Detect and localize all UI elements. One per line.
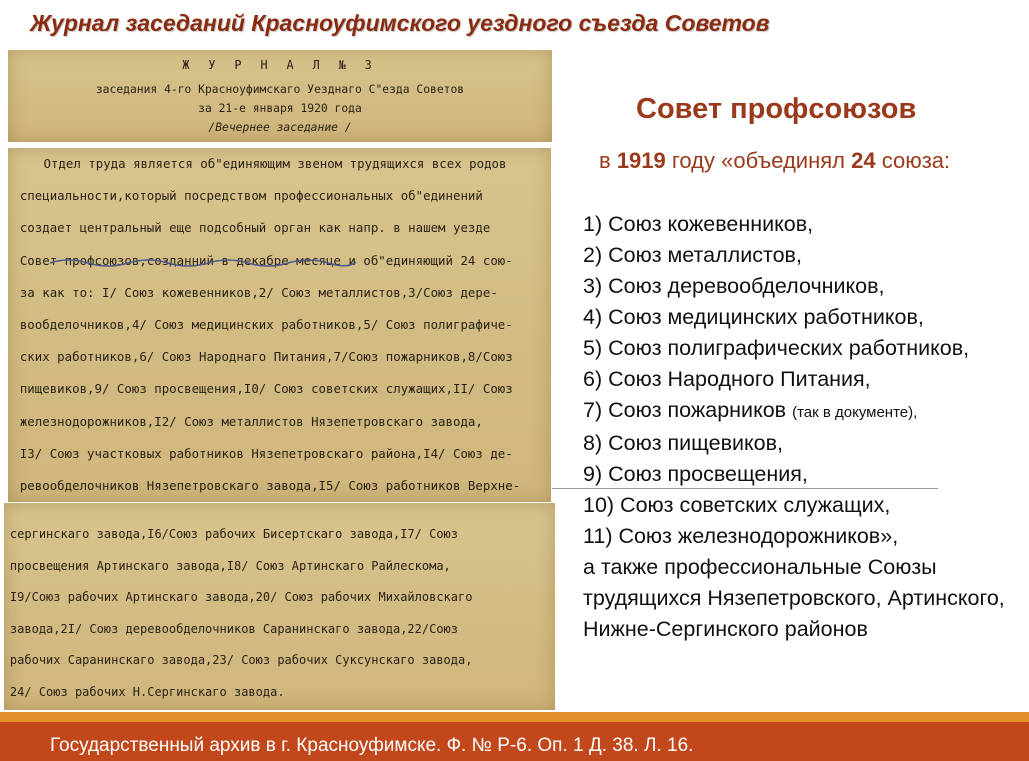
scan-text-line: Совет профсоюзов,созданний в декабре месяце и об"единяющий 24 сою- xyxy=(19,252,513,268)
slide-title: Журнал заседаний Красноуфимского уездного съезда Советов xyxy=(30,10,770,36)
footer-stripe xyxy=(0,712,1029,722)
scan-text-line: рабочих Саранинскаго завода,23/ Союз рабочих Суксунскаго завода, xyxy=(9,653,473,667)
sub-count: 24 xyxy=(851,148,876,173)
scan-header-image xyxy=(8,50,552,142)
union-list xyxy=(583,209,1023,645)
scan-text-line: пищевиков,9/ Союз просвещения,I0/ Союз советских служащих,II/ Союз xyxy=(19,381,513,397)
list-item-note: (так в документе), xyxy=(792,404,918,421)
sub-prefix: в xyxy=(599,148,617,173)
scan-header-line: /Вечернее заседание / xyxy=(208,120,352,134)
list-item: 10) Союз советских служащих, xyxy=(583,493,891,517)
scan-text-line: 24/ Союз рабочих Н.Сергинскаго завода. xyxy=(9,684,285,699)
footer-bar xyxy=(0,722,1029,761)
scan-body-image xyxy=(8,148,551,502)
list-item: а также профессиональные Союзы трудящихся Нязепетровского, Артинского, Нижне-Сергинского районов xyxy=(583,555,1005,641)
scan-text-line: I3/ Союз участковых работников Нязепетровскаго района,I4/ Союз де- xyxy=(19,445,513,461)
list-item: 1) Союз кожевенников, xyxy=(583,212,814,236)
list-item: 8) Союз пищевиков, xyxy=(583,431,784,455)
list-item: 2) Союз металлистов, xyxy=(583,243,802,267)
scan-body-image-2 xyxy=(4,503,555,710)
sub-mid: году «объединял xyxy=(665,148,852,173)
handwritten-underline xyxy=(48,255,358,269)
scan-text-line: I9/Союз рабочих Артинскаго завода,20/ Союз рабочих Михайловскаго xyxy=(9,590,473,604)
scan-header-line: за 21-е января 1920 года xyxy=(198,101,362,115)
list-item: 4) Союз медицинских работников, xyxy=(583,305,924,329)
sub-year: 1919 xyxy=(616,148,666,173)
scan-text-line: ских работников,6/ Союз Народнаго Питания,7/Союз пожарников,8/Союз xyxy=(19,349,513,365)
scan-text-line: сергинскаго завода,I6/Союз рабочих Бисертскаго завода,I7/ Союз xyxy=(9,527,459,541)
section-subheading xyxy=(599,148,950,174)
scan-text-line: специальности,который посредством профессиональных об"единений xyxy=(19,188,483,204)
scan-text-line: просвещения Артинскаго завода,I8/ Союз Артинскаго Райлескома, xyxy=(9,558,451,573)
scan-text-line: ревообделочников Нязепетровскаго завода,I5/ Союз работников Верхне- xyxy=(19,478,521,494)
list-item: 3) Союз деревообделочников, xyxy=(583,274,885,298)
scan-text-line: создает центральный еще подсобный орган как напр. в нашем уезде xyxy=(19,220,491,236)
scan-header-line: заседания 4-го Красноуфимскаго Уезднаго С"езда Советов xyxy=(95,82,465,96)
footer-source-text: Государственный архив в г. Красноуфимске. Ф. № Р-6. Оп. 1 Д. 38. Л. 16. xyxy=(50,735,694,756)
list-item-text: 7) Союз пожарников xyxy=(583,398,787,422)
list-item: 5) Союз полиграфических работников, xyxy=(583,336,970,360)
list-item: 9) Союз просвещения, xyxy=(583,462,808,486)
list-item: 6) Союз Народного Питания, xyxy=(583,367,871,391)
scan-text-line: Отдел труда является об"единяющим звеном трудящихся всех родов xyxy=(43,156,507,171)
scan-header-line: Ж У Р Н А Л № 3 xyxy=(182,58,378,72)
section-heading: Совет профсоюзов xyxy=(636,93,917,125)
list-item: 11) Союз железнодорожников», xyxy=(583,524,899,548)
scan-text-line: за как то: I/ Союз кожевенников,2/ Союз металлистов,3/Союз дере- xyxy=(19,284,498,300)
sub-suffix: союза: xyxy=(875,148,951,173)
list-item xyxy=(583,395,1023,428)
scan-text-line: железнодорожников,I2/ Союз металлистов Нязепетровскаго завода, xyxy=(19,413,483,429)
scan-text-line: завода,2I/ Союз деревообделочников Саранинскаго завода,22/Союз xyxy=(9,621,459,636)
scan-text-line: вообделочников,4/ Союз медицинских работников,5/ Союз полиграфиче- xyxy=(19,317,513,333)
